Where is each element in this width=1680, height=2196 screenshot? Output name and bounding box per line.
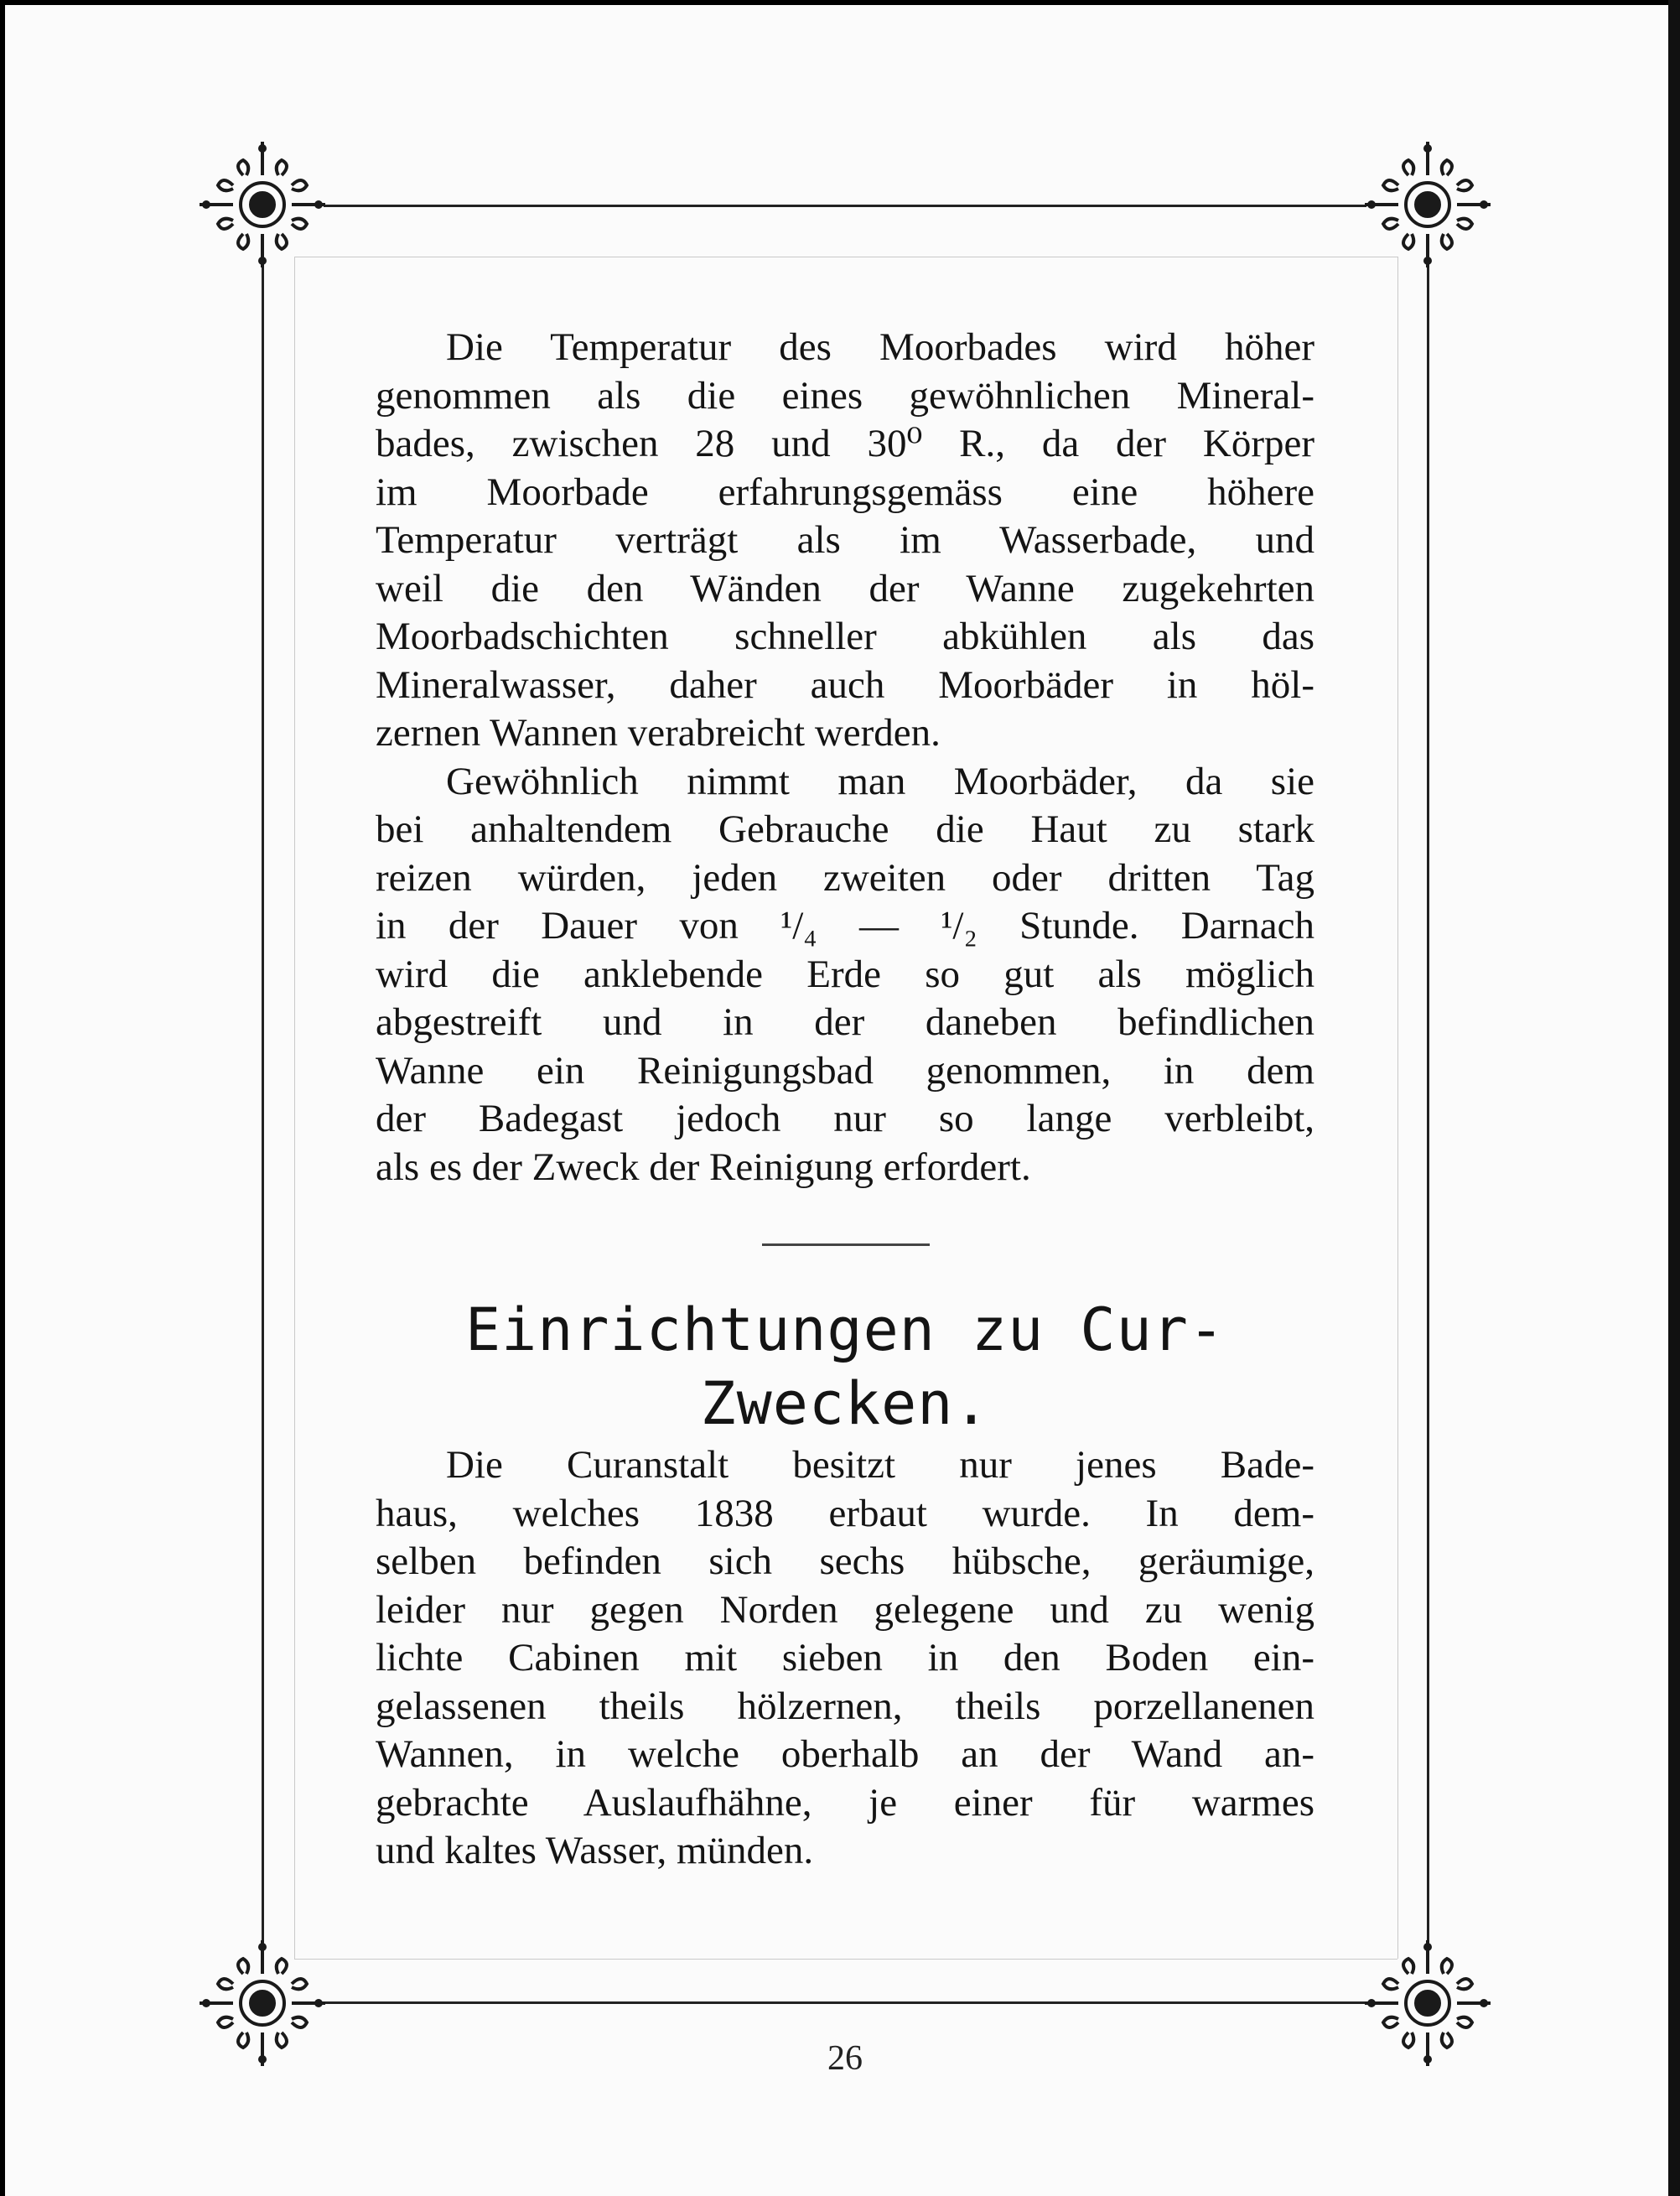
text-line: gelassenen theils hölzernen, theils porzellanenen	[376, 1684, 1314, 1728]
frame-left-rule	[262, 267, 264, 1940]
text-line: bei anhaltendem Gebrauche die Haut zu stark	[376, 807, 1314, 851]
page-number: 26	[827, 2039, 863, 2078]
text-line: weil die den Wänden der Wanne zugekehrten	[376, 566, 1314, 610]
frame-top-rule	[324, 205, 1366, 207]
heading-line-2: Zwecken.	[700, 1369, 990, 1438]
text-line: als es der Zweck der Reinigung erfordert.	[376, 1145, 1031, 1189]
paragraph-temperature	[376, 324, 1314, 758]
section-heading	[376, 1293, 1314, 1441]
text-line: der Badegast jedoch nur so lange verbleibt,	[376, 1097, 1314, 1140]
heading-line-1: Einrichtungen zu Cur-	[464, 1295, 1225, 1364]
scan-edge-shadow	[1668, 0, 1680, 2196]
frame-right-rule	[1427, 267, 1429, 1940]
text-line: leider nur gegen Norden gelegene und zu wenig	[376, 1587, 1314, 1632]
section-separator	[762, 1243, 930, 1246]
ornament-bottom-left-icon	[200, 1940, 325, 2066]
text-line: im Moorbade erfahrungsgemäss eine höhere	[376, 470, 1314, 514]
text-line: selben befinden sich sechs hübsche, geräumige,	[376, 1539, 1314, 1583]
frame-inner-bottom-rule	[294, 1959, 1397, 1960]
text-line: wird die anklebende Erde so gut als möglich	[376, 952, 1314, 996]
text-line: gebrachte Auslaufhähne, je einer für warmes	[376, 1780, 1314, 1825]
text-line: bades, zwischen 28 und 30⁰ R., da der Körper	[376, 422, 1314, 465]
text-line: Die Temperatur des Moorbades wird höher	[446, 325, 1314, 369]
text-line: und kaltes Wasser, münden.	[376, 1829, 814, 1872]
body-text-block	[376, 324, 1314, 1191]
frame-inner-right-rule	[1397, 257, 1398, 1959]
text-line: genommen als die eines gewöhnlichen Mineral-	[376, 373, 1314, 418]
ornament-bottom-right-icon	[1365, 1940, 1491, 2066]
text-line: Mineralwasser, daher auch Moorbäder in höl-	[376, 662, 1314, 707]
frame-inner-left-rule	[294, 257, 295, 1959]
frame-bottom-rule	[324, 2001, 1366, 2004]
text-line: Die Curanstalt besitzt nur jenes Bade-	[446, 1443, 1314, 1487]
text-line: Moorbadschichten schneller abkühlen als das	[376, 615, 1314, 658]
section-body-text	[376, 1441, 1314, 1876]
text-line: Wanne ein Reinigungsbad genommen, in dem	[376, 1048, 1314, 1093]
text-line: abgestreift und in der daneben befindlichen	[376, 1000, 1314, 1044]
text-line: lichte Cabinen mit sieben in den Boden ein-	[376, 1636, 1314, 1679]
text-line: haus, welches 1838 erbaut wurde. In dem-	[376, 1491, 1314, 1535]
text-line: Temperatur verträgt als im Wasserbade, und	[376, 518, 1314, 562]
text-line: reizen würden, jeden zweiten oder dritten Tag	[376, 855, 1314, 900]
ornament-top-left-icon	[200, 142, 325, 267]
paragraph-bath-frequency	[376, 758, 1314, 1192]
paper-sheet	[5, 5, 1668, 2196]
text-line: Wannen, in welche oberhalb an der Wand an-	[376, 1732, 1314, 1776]
text-line: zernen Wannen verabreicht werden.	[376, 711, 941, 755]
ornament-top-right-icon	[1365, 142, 1491, 267]
text-line: in der Dauer von ¹/₄ — ¹/₂ Stunde. Darnach	[376, 904, 1314, 947]
text-line: Gewöhnlich nimmt man Moorbäder, da sie	[446, 759, 1314, 803]
paragraph-curanstalt	[376, 1441, 1314, 1876]
